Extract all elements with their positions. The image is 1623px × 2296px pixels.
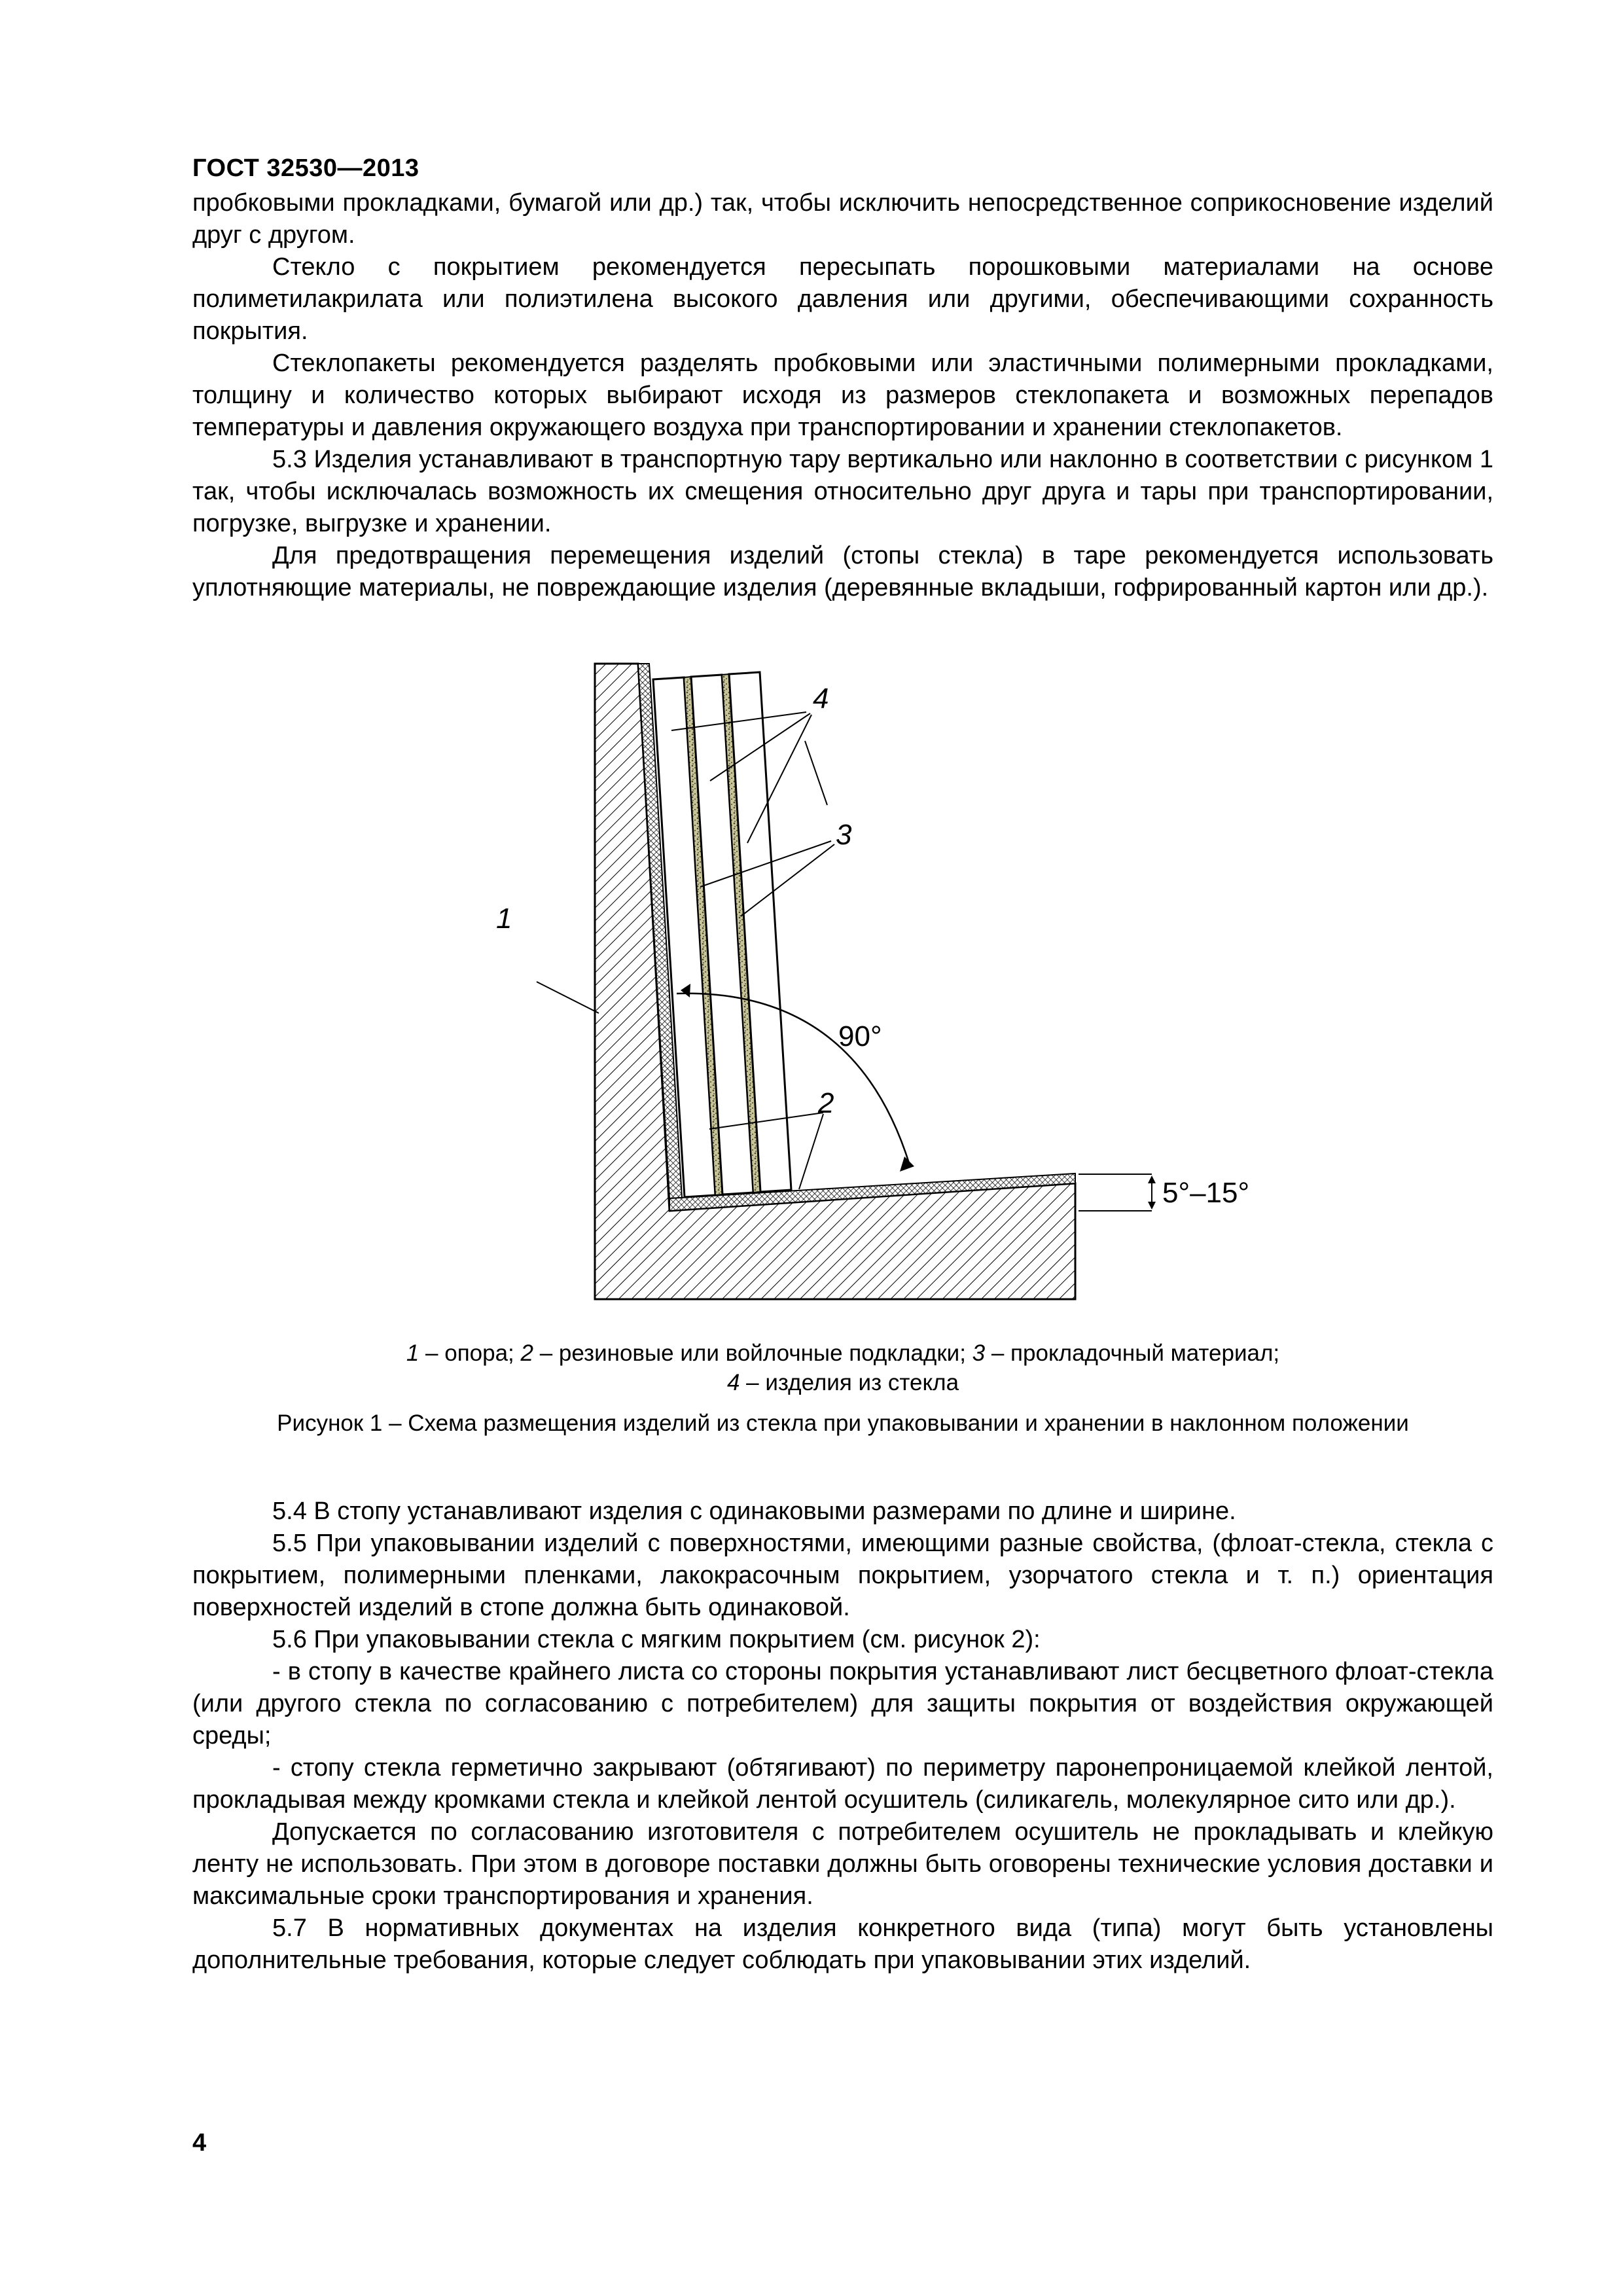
label-1: 1 [496, 903, 512, 935]
legend-line-1 [192, 1338, 1493, 1368]
legend-num: 2 [520, 1340, 533, 1366]
label-4: 4 [813, 683, 829, 715]
list-item: - в стопу в качестве крайнего листа со стороны покрытия устанавливают лист бесцветного флоат-стекла (или другого стекла по согласованию с потребителем) для защиты покрытия от воздействия окружающей среды; [192, 1658, 1493, 1749]
paragraph: Допускается по согласованию изготовителя с потребителем осушитель не прокладывать и клейкую ленту не использовать. При этом в договоре поставки должны быть оговорены технические условия доставки и максимальные сроки транспортирования и хранения. [192, 1818, 1493, 1910]
figure-1-diagram [496, 655, 1296, 1309]
paragraph-5-4: 5.4 В стопу устанавливают изделия с одинаковыми размерами по длине и ширине. [272, 1498, 1236, 1525]
legend-text: – прокладочный материал; [985, 1340, 1280, 1366]
figure-legend [192, 1338, 1493, 1397]
legend-text: – изделия из стекла [740, 1370, 959, 1395]
figure-1 [496, 655, 1296, 1309]
paragraph-5-6: 5.6 При упаковывании стекла с мягким покрытием (см. рисунок 2): [272, 1626, 1041, 1653]
angle-90-label: 90° [838, 1020, 882, 1052]
paragraph: Стекло с покрытием рекомендуется пересыпать порошковыми материалами на основе полиметилакрилата или полиэтилена высокого давления или другими, обеспечивающими сохранность покрытия. [192, 253, 1493, 345]
document-header: ГОСТ 32530—2013 [192, 154, 419, 182]
body-text-bottom [192, 1496, 1493, 1977]
list-item: - стопу стекла герметично закрывают (обтягивают) по периметру паронепроницаемой клейкой лентой, прокладывая между кромками стекла и клейкой лентой осушитель (силикагель, молекулярное сито или др.). [192, 1754, 1493, 1814]
paragraph-5-5: 5.5 При упаковывании изделий с поверхностями, имеющими разные свойства, (флоат-стекла, стекла с покрытием, полимерными пленками, лакокрасочным покрытием, узорчатого стекла и т. п.) ориентация поверхностей изделий в стопе должна быть одинаковой. [192, 1530, 1493, 1621]
legend-num: 4 [726, 1370, 740, 1395]
paragraph: Стеклопакеты рекомендуется разделять пробковыми или эластичными полимерными прокладками, толщину и количество которых выбирают исходя из размеров стеклопакета и возможных перепадов температуры и давления окружающего воздуха при транспортировании и хранении стеклопакетов. [192, 350, 1493, 441]
legend-num: 3 [972, 1340, 986, 1366]
page-number: 4 [192, 2129, 207, 2157]
paragraph-5-3: 5.3 Изделия устанавливают в транспортную тару вертикально или наклонно в соответствии с рисунком 1 так, чтобы исключалась возможность их смещения относительно друг друга и тары при транспортировании, погрузке, выгрузке и хранении. [192, 446, 1493, 537]
label-3: 3 [836, 819, 852, 851]
figure-caption: Рисунок 1 – Схема размещения изделий из стекла при упаковывании и хранении в наклонном положении [277, 1410, 1409, 1436]
legend-text: – резиновые или войлочные подкладки; [533, 1340, 972, 1366]
paragraph: пробковыми прокладками, бумагой или др.) так, чтобы исключить непосредственное соприкосновение изделий друг с другом. [192, 189, 1493, 249]
body-text-top [192, 187, 1493, 604]
paragraph-5-7: 5.7 В нормативных документах на изделия конкретного вида (типа) могут быть установлены дополнительные требования, которые следует соблюдать при упаковывании этих изделий. [192, 1914, 1493, 1974]
legend-num: 1 [406, 1340, 419, 1366]
legend-text: – опора; [419, 1340, 521, 1366]
tilt-angle-label: 5°–15° [1162, 1177, 1250, 1209]
label-2: 2 [818, 1087, 834, 1119]
legend-line-2 [192, 1368, 1493, 1397]
paragraph: Для предотвращения перемещения изделий (стопы стекла) в таре рекомендуется использовать уплотняющие материалы, не повреждающие изделия (деревянные вкладыши, гофрированный картон или др.). [192, 542, 1493, 601]
